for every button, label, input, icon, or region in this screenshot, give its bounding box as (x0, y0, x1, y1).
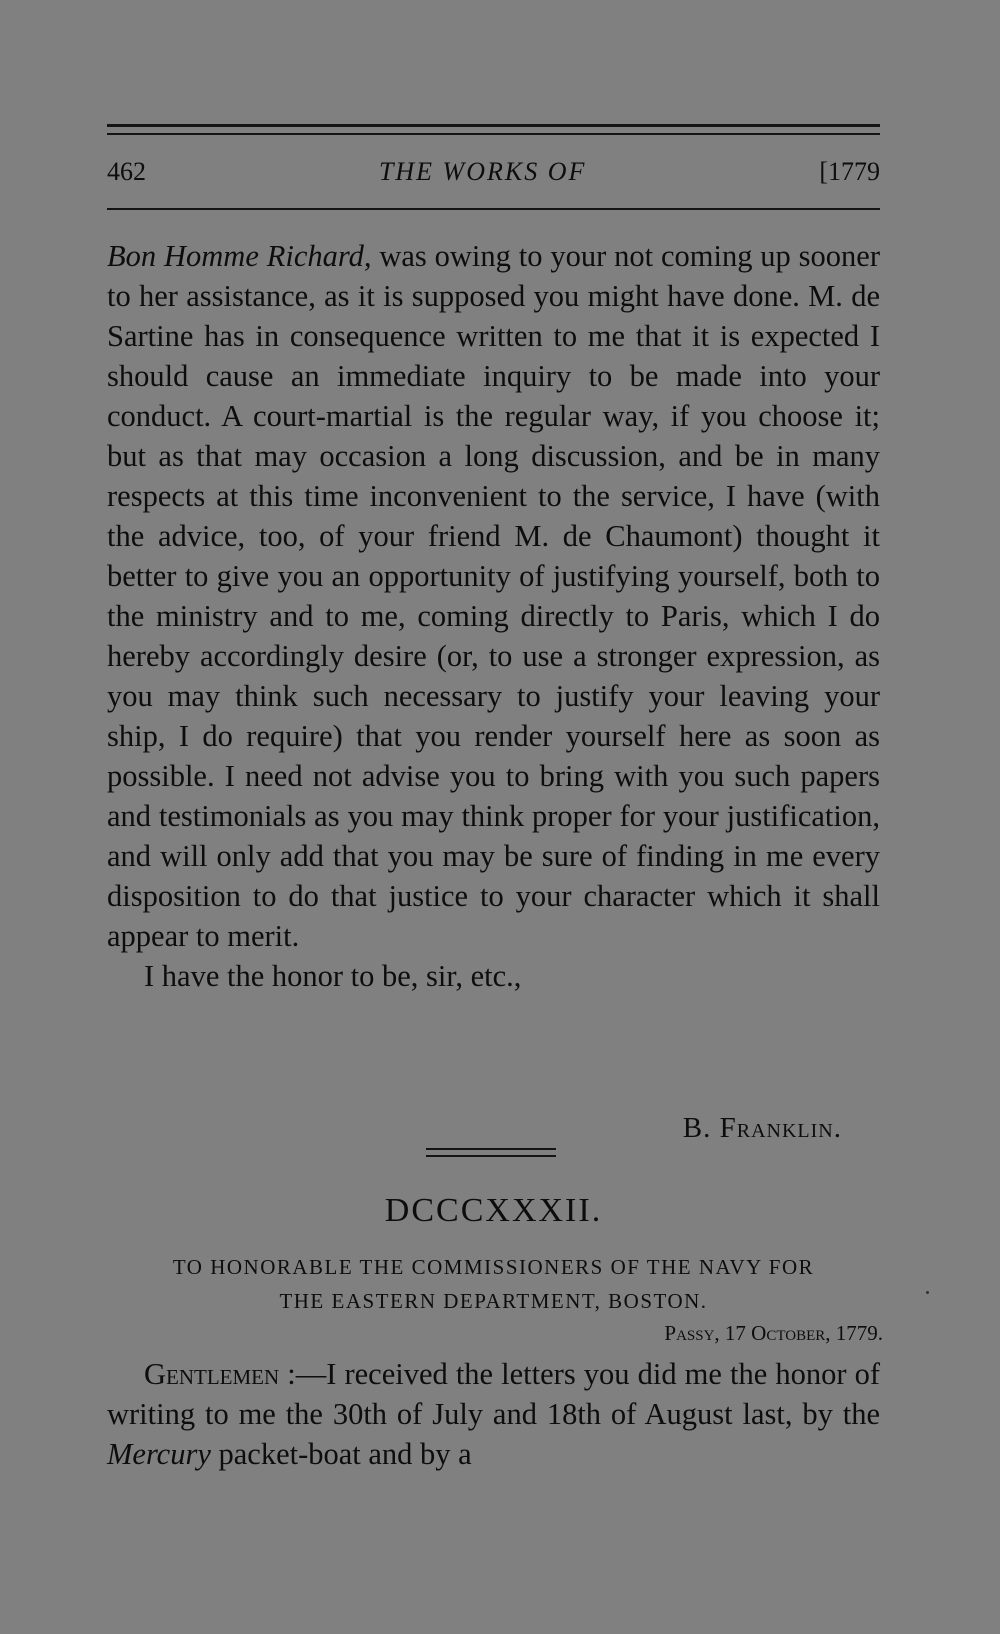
letter1-paragraph-text: was owing to your not coming up sooner to her assistance, as it is supposed you might have done. M. de Sartine has in consequence written to me that it is expected I should cause an immediate inquiry to be made into your conduct. A court-martial is the regular way, if you choose it; but as that may occasion a long discussion, and be in many respects at this time inconvenient to the service, I have (with the advice, too, of your friend M. de Chaumont) thought it better to give you an opportunity of justifying yourself, both to the ministry and to me, coming directly to Paris, which I do hereby accordingly desire (or, to use a stronger expression, as you may think such necessary to justify your leaving your ship, I do require) that you render yourself here as soon as possible. I need not advise you to bring with you such papers and testimonials as you may think proper for your justification, and will only add that you may be sure of finding in me every disposition to do that justice to your character which it shall appear to merit. (107, 239, 880, 953)
letter2-paragraph (107, 1354, 880, 1474)
ship-name-italic: Bon Homme Richard, (107, 239, 372, 273)
header-rule-double (107, 133, 880, 135)
running-title: THE WORKS OF (378, 157, 587, 186)
header-rule-top (107, 124, 880, 127)
addressee-line-1: TO HONORABLE THE COMMISSIONERS OF THE NAVY FOR (172, 1255, 815, 1279)
letter2-text-b: packet-boat and by a (210, 1437, 472, 1471)
letter-number: DCCCXXXII. (384, 1192, 603, 1229)
running-head (107, 156, 880, 188)
letter1-body (107, 236, 880, 996)
ship-name-mercury: Mercury (107, 1437, 211, 1471)
letter1-paragraph (107, 236, 880, 956)
section-separator-top (426, 1148, 556, 1150)
letter2-text-a: :—I received the letters you did me the honor of writing to me the 30th of July and 18th of August last, by the (107, 1357, 880, 1431)
addressee-line-2: THE EASTERN DEPARTMENT, BOSTON. (279, 1289, 708, 1313)
page-number: 462 (107, 157, 146, 186)
letter1-closing: I have the honor to be, sir, etc., (144, 959, 522, 993)
salutation: Gentlemen (144, 1357, 280, 1391)
letter-addressee (107, 1250, 880, 1318)
paper-speck (926, 1291, 929, 1294)
letter2-body (107, 1354, 880, 1474)
section-separator-bottom (426, 1155, 556, 1157)
letter-dateline: Passy, 17 October, 1779. (664, 1321, 883, 1345)
letter1-signature: B. Franklin. (682, 1112, 842, 1144)
header-rule-under (107, 208, 880, 210)
running-year: [1779 (819, 157, 880, 186)
